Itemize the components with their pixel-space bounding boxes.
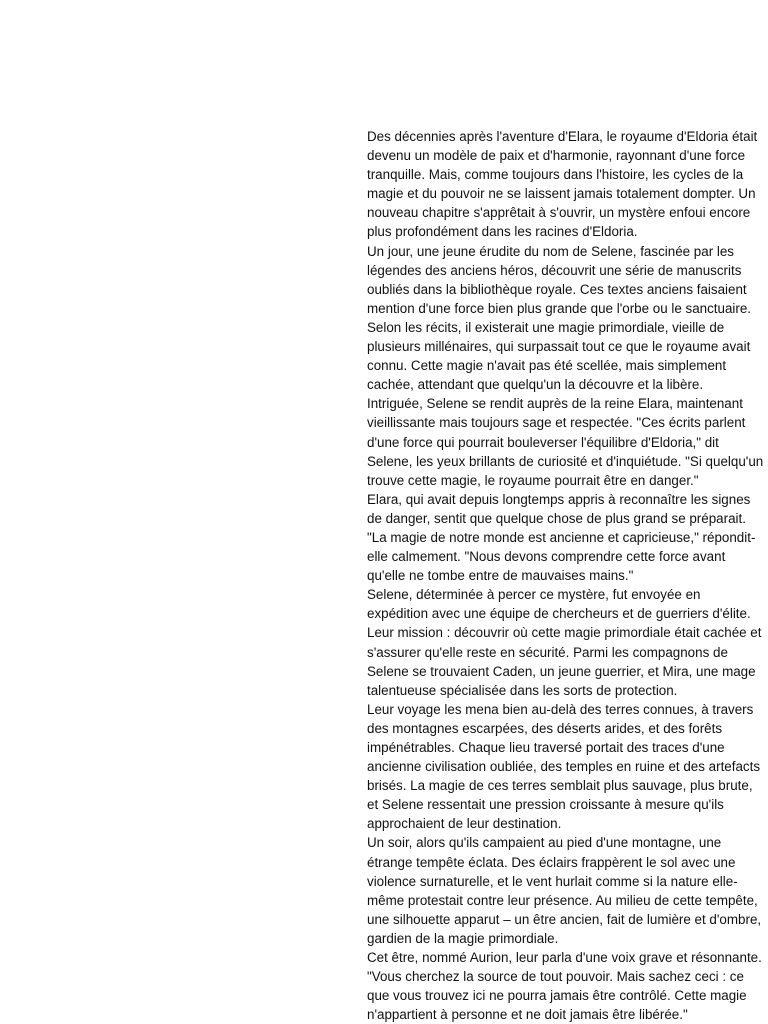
paragraph: Leur voyage les mena bien au-delà des terres connues, à travers des montagnes escarpées, des déserts arides, et des forêts impénétrables. Chaque lieu traversé portait des traces d'une ancienne civilisation oubliée, des temples en ruine et des artefacts brisés. La magie de ces terres semblait plus sauvage, plus brute, et Selene ressentait une pression croissante à mesure qu'ils approchaient de leur destination.	[367, 701, 761, 832]
paragraph: Des décennies après l'aventure d'Elara, le royaume d'Eldoria était devenu un modèle de paix et d'harmonie, rayonnant d'une force tranquille. Mais, comme toujours dans l'histoire, les cycles de la magie et du pouvoir ne se laissent jamais totalement dompter. Un nouveau chapitre s'apprêtait à s'ouvrir, un mystère enfoui encore plus profondément dans les racines d'Eldoria.	[367, 129, 758, 240]
paragraph: Elara, qui avait depuis longtemps appris à reconnaître les signes de danger, sentit que quelque chose de plus grand se préparait. "La magie de notre monde est ancienne et capricieuse," répondit-elle calmement. "Nous devons comprendre cette force avant qu'elle ne tombe entre de mauvaises mains."	[367, 491, 756, 584]
paragraph: Un jour, une jeune érudite du nom de Selene, fascinée par les légendes des anciens héros, découvrit une série de manuscrits oubliés dans la bibliothèque royale. Ces textes anciens faisaient mention d'une force bien plus grande que l'orbe ou le sanctuaire. Selon les récits, il existerait une magie primordiale, vieille de plusieurs millénaires, qui surpassait tout ce que le royaume avait connu. Cette magie n'avait pas été scellée, mais simplement cachée, attendant que quelqu'un la découvre et la libère.	[367, 243, 752, 393]
paragraph: Intriguée, Selene se rendit auprès de la reine Elara, maintenant vieillissante mais toujours sage et respectée. "Ces écrits parlent d'une force qui pourrait bouleverser l'équilibre d'Eldoria," dit Selene, les yeux brillants de curiosité et d'inquiétude. "Si quelqu'un trouve cette magie, le royaume pourrait être en danger."	[367, 396, 764, 488]
paragraph: Cet être, nommé Aurion, leur parla d'une voix grave et résonnante. "Vous cherchez la source de tout pouvoir. Mais sachez ceci : ce que vous trouvez ici ne pourra jamais être contrôlé. Cette magie n'appartient à personne et ne doit jamais être libérée."	[367, 950, 762, 1023]
story-text	[367, 127, 765, 1024]
paragraph: Un soir, alors qu'ils campaient au pied d'une montagne, une étrange tempête éclata. Des éclairs frappèrent le sol avec une violence surnaturelle, et le vent hurlait comme si la nature elle-même protestait contre leur présence. Au milieu de cette tempête, une silhouette apparut – un être ancien, fait de lumière et d'ombre, gardien de la magie primordiale.	[367, 835, 762, 946]
paragraph: Selene, déterminée à percer ce mystère, fut envoyée en expédition avec une équipe de chercheurs et de guerriers d'élite. Leur mission : découvrir où cette magie primordiale était cachée et s'assurer qu'elle reste en sécurité. Parmi les compagnons de Selene se trouvaient Caden, un jeune guerrier, et Mira, une mage talentueuse spécialisée dans les sorts de protection.	[367, 587, 762, 698]
